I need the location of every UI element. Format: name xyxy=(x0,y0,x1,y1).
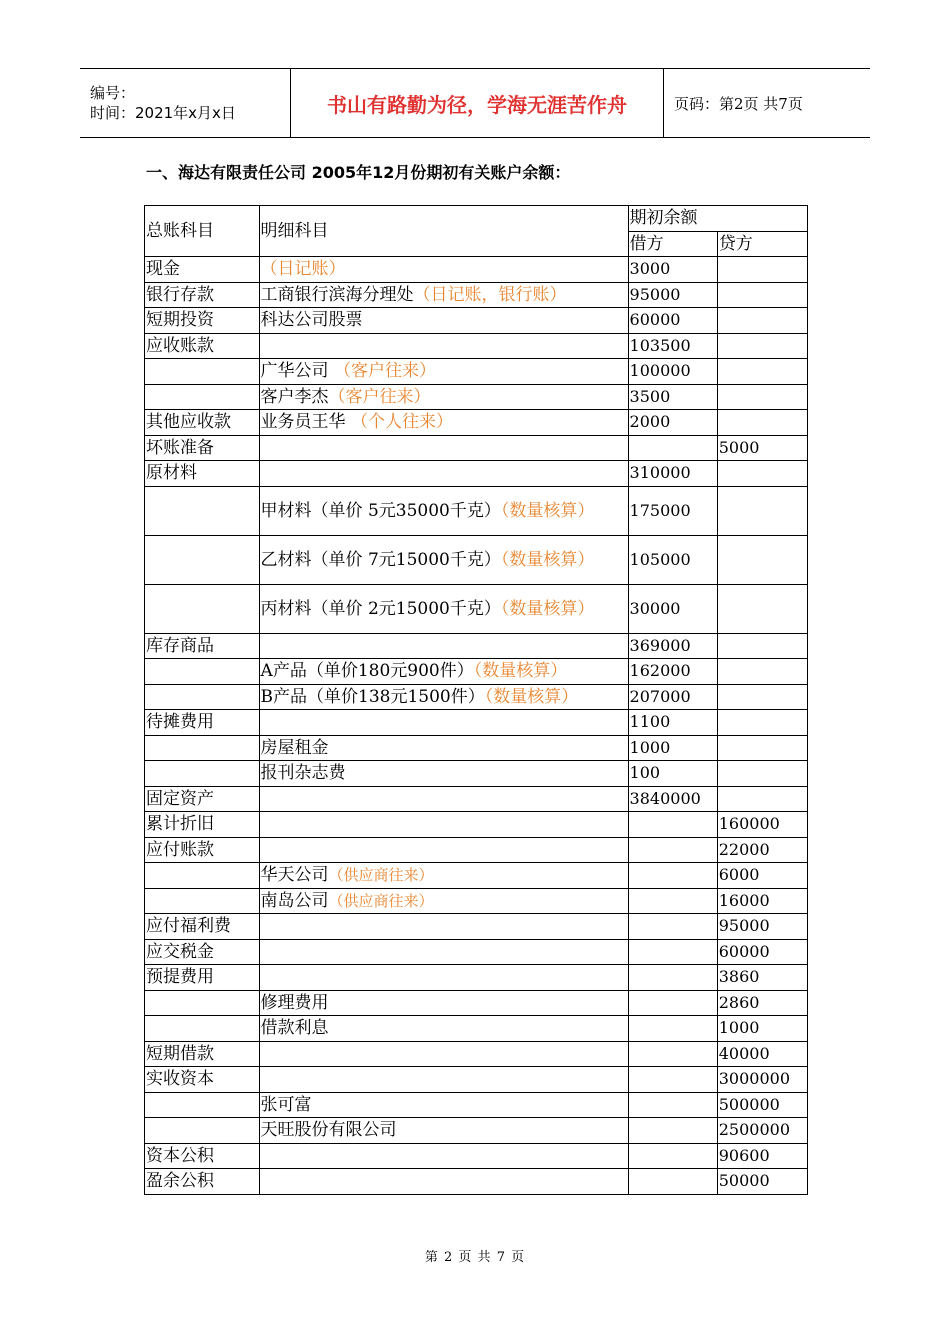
cell-debit xyxy=(628,1092,717,1118)
table-row xyxy=(145,282,808,308)
table-row xyxy=(145,1041,808,1067)
detail-text: 乙材料（单价 7元15000千克） xyxy=(260,549,501,570)
cell-debit xyxy=(628,965,717,991)
table-row xyxy=(145,333,808,359)
cell-debit: 3500 xyxy=(628,384,717,410)
cell-debit xyxy=(628,863,717,889)
cell-debit xyxy=(628,914,717,940)
cell-detail xyxy=(259,1041,628,1067)
cell-debit xyxy=(628,1067,717,1093)
detail-note: （日记账） xyxy=(260,259,346,280)
cell-debit: 3000 xyxy=(628,257,717,283)
table-row xyxy=(145,257,808,283)
cell-credit: 50000 xyxy=(717,1169,807,1195)
cell-credit xyxy=(717,308,807,334)
cell-debit: 100 xyxy=(628,761,717,787)
table-row xyxy=(145,659,808,685)
header-debit: 借方 xyxy=(628,231,717,257)
cell-account: 原材料 xyxy=(145,461,260,487)
cell-detail xyxy=(259,1169,628,1195)
cell-credit xyxy=(717,461,807,487)
cell-detail xyxy=(259,1118,628,1144)
detail-note: （数量核算） xyxy=(473,661,568,682)
table-row xyxy=(145,786,808,812)
cell-detail xyxy=(259,384,628,410)
detail-text: 报刊杂志费 xyxy=(260,763,346,784)
cell-account xyxy=(145,863,260,889)
cell-account: 待摊费用 xyxy=(145,710,260,736)
cell-detail xyxy=(259,282,628,308)
table-row xyxy=(145,535,808,584)
table-row xyxy=(145,710,808,736)
cell-account: 现金 xyxy=(145,257,260,283)
detail-text: 客户李杰 xyxy=(260,386,329,407)
cell-credit: 3860 xyxy=(717,965,807,991)
code-label: 编号： xyxy=(90,84,136,102)
cell-account: 应付福利费 xyxy=(145,914,260,940)
cell-credit xyxy=(717,535,807,584)
table-row xyxy=(145,1143,808,1169)
detail-note: （个人往来） xyxy=(350,412,453,433)
cell-account xyxy=(145,384,260,410)
cell-detail xyxy=(259,1092,628,1118)
cell-credit xyxy=(717,282,807,308)
table-row xyxy=(145,965,808,991)
cell-detail xyxy=(259,535,628,584)
cell-debit: 103500 xyxy=(628,333,717,359)
cell-account: 坏账准备 xyxy=(145,435,260,461)
cell-account: 应收账款 xyxy=(145,333,260,359)
cell-debit xyxy=(628,990,717,1016)
cell-detail xyxy=(259,1016,628,1042)
detail-text: 借款利息 xyxy=(260,1018,329,1039)
detail-text: A产品（单价180元900件） xyxy=(260,661,474,682)
cell-credit: 2500000 xyxy=(717,1118,807,1144)
cell-credit xyxy=(717,710,807,736)
cell-account xyxy=(145,1118,260,1144)
cell-credit xyxy=(717,761,807,787)
header-credit: 贷方 xyxy=(717,231,807,257)
cell-debit xyxy=(628,939,717,965)
detail-text: 修理费用 xyxy=(260,992,329,1013)
cell-account: 库存商品 xyxy=(145,633,260,659)
cell-detail xyxy=(259,735,628,761)
cell-credit: 1000 xyxy=(717,1016,807,1042)
cell-account xyxy=(145,761,260,787)
cell-credit xyxy=(717,735,807,761)
cell-account xyxy=(145,1092,260,1118)
cell-account xyxy=(145,659,260,685)
cell-account: 累计折旧 xyxy=(145,812,260,838)
cell-debit xyxy=(628,1041,717,1067)
table-row xyxy=(145,435,808,461)
cell-detail xyxy=(259,461,628,487)
page-footer: 第 2 页 共 7 页 xyxy=(424,1250,526,1265)
cell-detail xyxy=(259,710,628,736)
table-row xyxy=(145,410,808,436)
cell-debit xyxy=(628,1143,717,1169)
cell-debit: 30000 xyxy=(628,584,717,633)
table-row xyxy=(145,1169,808,1195)
table-row xyxy=(145,863,808,889)
section-title: 一、海达有限责任公司 2005年12月份期初有关账户余额： xyxy=(146,163,571,182)
detail-text: 甲材料（单价 5元35000千克） xyxy=(260,500,501,521)
cell-credit xyxy=(717,410,807,436)
detail-note: （客户往来） xyxy=(328,386,431,407)
cell-account: 固定资产 xyxy=(145,786,260,812)
detail-text: 房屋租金 xyxy=(260,737,329,758)
cell-account xyxy=(145,584,260,633)
detail-text: 华天公司 xyxy=(260,865,329,886)
cell-account: 盈余公积 xyxy=(145,1169,260,1195)
cell-debit: 60000 xyxy=(628,308,717,334)
table-row xyxy=(145,308,808,334)
cell-detail xyxy=(259,965,628,991)
detail-note: （供应商往来） xyxy=(328,891,434,910)
table-row xyxy=(145,1118,808,1144)
cell-credit xyxy=(717,486,807,535)
table-row xyxy=(145,486,808,535)
cell-credit: 160000 xyxy=(717,812,807,838)
table-row xyxy=(145,735,808,761)
cell-credit xyxy=(717,684,807,710)
table-row xyxy=(145,461,808,487)
cell-debit xyxy=(628,1118,717,1144)
table-row xyxy=(145,1092,808,1118)
cell-detail xyxy=(259,761,628,787)
detail-text: 丙材料（单价 2元15000千克） xyxy=(260,598,501,619)
cell-detail xyxy=(259,584,628,633)
detail-note: （日记账，银行账） xyxy=(413,284,567,305)
cell-account xyxy=(145,535,260,584)
header-balance: 期初余额 xyxy=(628,206,807,232)
header-account: 总账科目 xyxy=(145,206,260,257)
cell-detail xyxy=(259,812,628,838)
table-row xyxy=(145,1067,808,1093)
cell-account: 资本公积 xyxy=(145,1143,260,1169)
cell-account xyxy=(145,1016,260,1042)
table-row xyxy=(145,939,808,965)
cell-account xyxy=(145,888,260,914)
cell-detail xyxy=(259,633,628,659)
detail-text: 南岛公司 xyxy=(260,890,329,911)
cell-debit xyxy=(628,837,717,863)
cell-account xyxy=(145,359,260,385)
cell-detail xyxy=(259,659,628,685)
table-row xyxy=(145,1016,808,1042)
header-page-info: 页码：第2页 共7页 xyxy=(674,94,803,113)
cell-credit xyxy=(717,333,807,359)
cell-credit xyxy=(717,786,807,812)
cell-account: 应交税金 xyxy=(145,939,260,965)
cell-credit: 22000 xyxy=(717,837,807,863)
cell-credit xyxy=(717,359,807,385)
cell-detail xyxy=(259,435,628,461)
detail-note: （客户往来） xyxy=(333,361,436,382)
balance-table xyxy=(144,205,808,1195)
detail-note: （数量核算） xyxy=(500,598,595,619)
detail-text: 张可富 xyxy=(260,1094,312,1115)
table-row xyxy=(145,812,808,838)
cell-detail xyxy=(259,1143,628,1169)
cell-credit xyxy=(717,584,807,633)
cell-detail xyxy=(259,359,628,385)
cell-detail xyxy=(259,486,628,535)
detail-text: 科达公司股票 xyxy=(260,310,363,331)
cell-account xyxy=(145,990,260,1016)
cell-credit: 3000000 xyxy=(717,1067,807,1093)
table-header-row xyxy=(145,206,808,232)
detail-text: 广华公司 xyxy=(260,361,334,382)
page-header xyxy=(80,68,870,138)
cell-detail xyxy=(259,786,628,812)
cell-credit: 16000 xyxy=(717,888,807,914)
table-row xyxy=(145,914,808,940)
cell-credit xyxy=(717,659,807,685)
cell-debit: 100000 xyxy=(628,359,717,385)
cell-detail xyxy=(259,939,628,965)
cell-credit xyxy=(717,633,807,659)
cell-debit: 1000 xyxy=(628,735,717,761)
cell-account: 应付账款 xyxy=(145,837,260,863)
cell-credit: 60000 xyxy=(717,939,807,965)
cell-account: 短期投资 xyxy=(145,308,260,334)
cell-detail xyxy=(259,990,628,1016)
cell-credit xyxy=(717,384,807,410)
table-row xyxy=(145,990,808,1016)
cell-debit: 1100 xyxy=(628,710,717,736)
cell-credit: 95000 xyxy=(717,914,807,940)
cell-account: 预提费用 xyxy=(145,965,260,991)
cell-detail xyxy=(259,837,628,863)
cell-detail xyxy=(259,684,628,710)
cell-account xyxy=(145,486,260,535)
table-row xyxy=(145,684,808,710)
cell-credit: 2860 xyxy=(717,990,807,1016)
table-row xyxy=(145,359,808,385)
header-meta xyxy=(80,69,291,137)
cell-detail xyxy=(259,308,628,334)
detail-note: （数量核算） xyxy=(500,549,595,570)
header-detail: 明细科目 xyxy=(259,206,628,257)
cell-debit: 175000 xyxy=(628,486,717,535)
table-row xyxy=(145,384,808,410)
table-row xyxy=(145,584,808,633)
cell-detail xyxy=(259,257,628,283)
cell-detail xyxy=(259,888,628,914)
cell-debit xyxy=(628,435,717,461)
cell-detail xyxy=(259,410,628,436)
cell-debit: 369000 xyxy=(628,633,717,659)
cell-account xyxy=(145,735,260,761)
cell-account: 实收资本 xyxy=(145,1067,260,1093)
cell-credit: 6000 xyxy=(717,863,807,889)
cell-account: 短期借款 xyxy=(145,1041,260,1067)
cell-credit: 90600 xyxy=(717,1143,807,1169)
time-label: 时间：2021年x月x日 xyxy=(90,104,236,122)
cell-detail xyxy=(259,863,628,889)
cell-credit xyxy=(717,257,807,283)
cell-debit xyxy=(628,1169,717,1195)
detail-note: （供应商往来） xyxy=(328,866,434,885)
cell-detail xyxy=(259,914,628,940)
cell-credit: 40000 xyxy=(717,1041,807,1067)
cell-credit: 500000 xyxy=(717,1092,807,1118)
detail-text: 业务员王华 xyxy=(260,412,351,433)
cell-debit: 3840000 xyxy=(628,786,717,812)
cell-debit: 105000 xyxy=(628,535,717,584)
table-row xyxy=(145,633,808,659)
detail-note: （数量核算） xyxy=(500,500,595,521)
cell-debit: 310000 xyxy=(628,461,717,487)
cell-detail xyxy=(259,1067,628,1093)
cell-account xyxy=(145,684,260,710)
detail-text: 天旺股份有限公司 xyxy=(260,1120,397,1141)
table-row xyxy=(145,761,808,787)
table-row xyxy=(145,837,808,863)
cell-detail xyxy=(259,333,628,359)
cell-credit: 5000 xyxy=(717,435,807,461)
cell-debit xyxy=(628,812,717,838)
cell-account: 银行存款 xyxy=(145,282,260,308)
detail-text: 工商银行滨海分理处 xyxy=(260,284,414,305)
cell-account: 其他应收款 xyxy=(145,410,260,436)
cell-debit: 207000 xyxy=(628,684,717,710)
cell-debit xyxy=(628,1016,717,1042)
cell-debit: 95000 xyxy=(628,282,717,308)
table-row xyxy=(145,888,808,914)
cell-debit: 162000 xyxy=(628,659,717,685)
cell-debit xyxy=(628,888,717,914)
detail-text: B产品（单价138元1500件） xyxy=(260,686,485,707)
detail-note: （数量核算） xyxy=(484,686,579,707)
cell-debit: 2000 xyxy=(628,410,717,436)
header-motto: 书山有路勤为径，学海无涯苦作舟 xyxy=(291,69,664,137)
